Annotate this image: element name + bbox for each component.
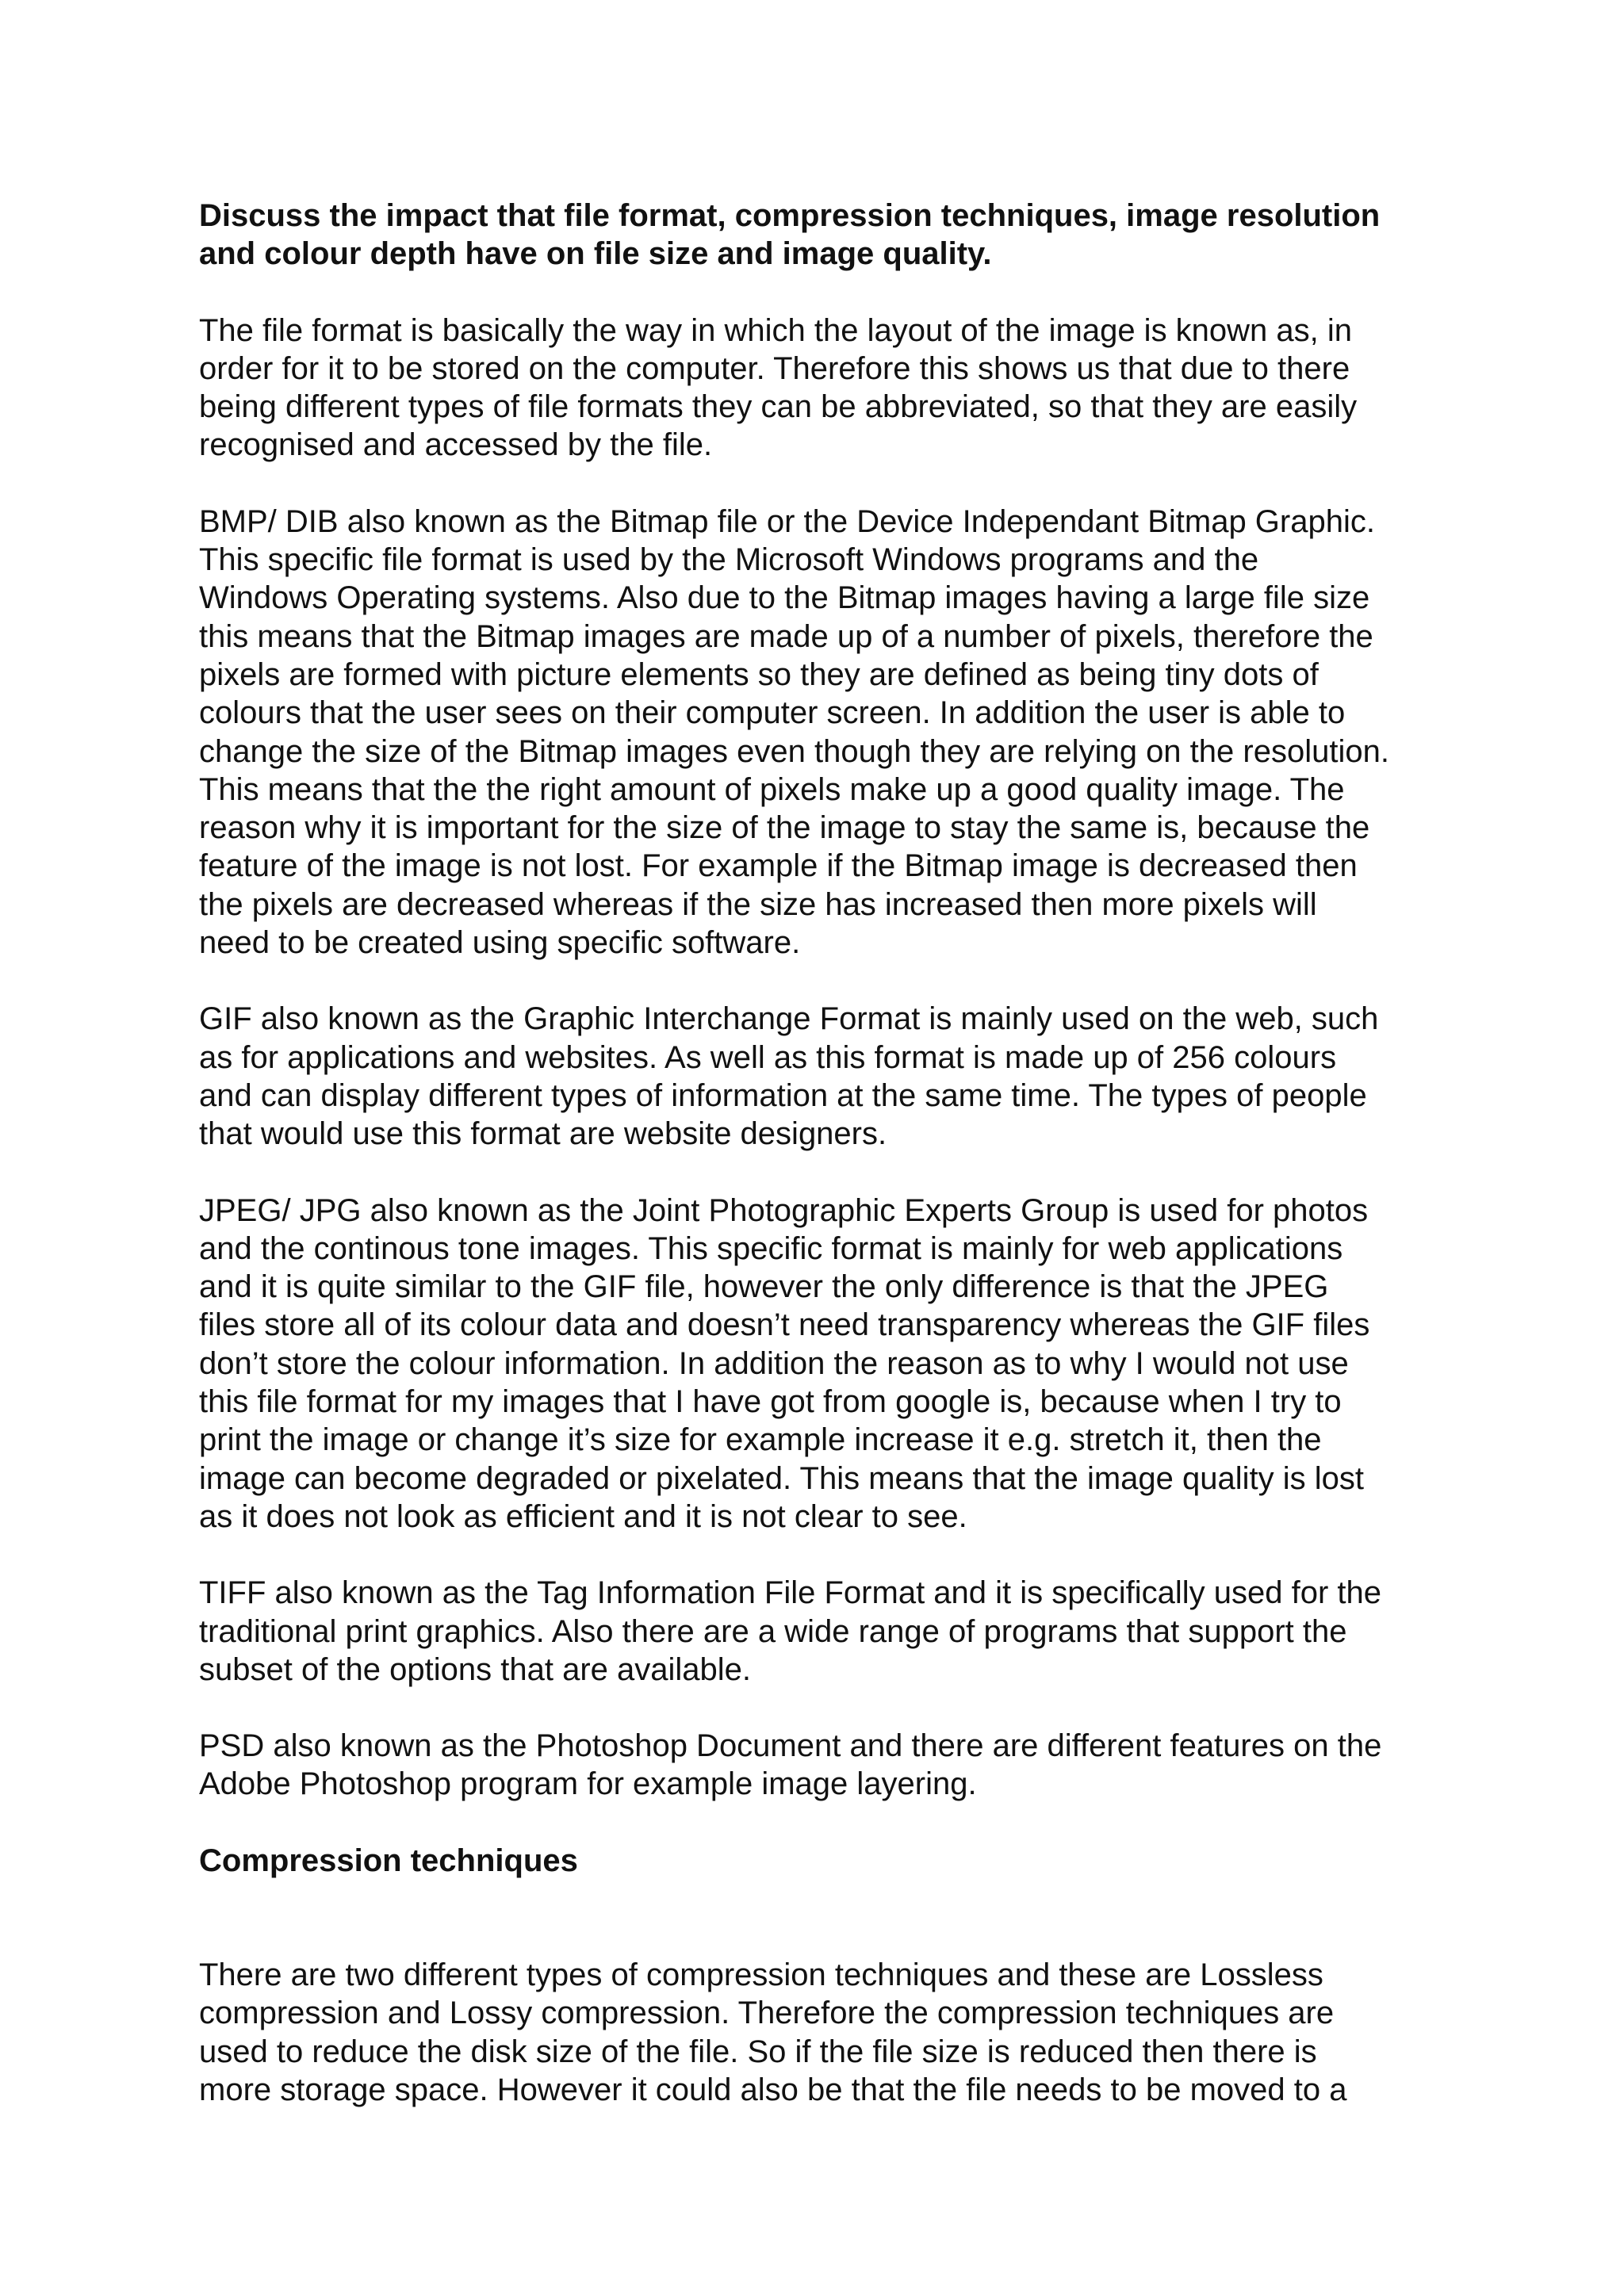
paragraph-line: more storage space. However it could also be that the file needs to be moved to a bbox=[199, 2072, 1347, 2107]
document-title bbox=[199, 197, 1452, 274]
jpeg-paragraph bbox=[199, 1192, 1452, 1536]
paragraph-line: traditional print graphics. Also there are a wide range of programs that support the bbox=[199, 1613, 1347, 1649]
paragraph-line: There are two different types of compression techniques and these are Lossless bbox=[199, 1957, 1323, 1992]
paragraph-line: This specific file format is used by the Microsoft Windows programs and the bbox=[199, 542, 1259, 578]
paragraph-line: need to be created using specific software. bbox=[199, 925, 801, 961]
compression-heading bbox=[199, 1842, 1452, 1880]
paragraph-line: this file format for my images that I have got from google is, because when I try to bbox=[199, 1384, 1342, 1420]
paragraph-line: change the size of the Bitmap images even though they are relying on the resolution. bbox=[199, 733, 1389, 769]
paragraph-line: this means that the Bitmap images are made up of a number of pixels, therefore the bbox=[199, 618, 1373, 654]
paragraph-line: used to reduce the disk size of the file. So if the file size is reduced then there is bbox=[199, 2034, 1317, 2069]
paragraph-line: and it is quite similar to the GIF file, however the only difference is that the JPEG bbox=[199, 1269, 1329, 1305]
paragraph-line: and can display different types of information at the same time. The types of people bbox=[199, 1077, 1367, 1113]
paragraph-line: subset of the options that are available. bbox=[199, 1651, 752, 1687]
tiff-paragraph bbox=[199, 1574, 1452, 1689]
paragraph-line: the pixels are decreased whereas if the size has increased then more pixels will bbox=[199, 886, 1317, 922]
title-line: Discuss the impact that file format, compression techniques, image resolution bbox=[199, 198, 1381, 233]
paragraph-line: GIF also known as the Graphic Interchange Format is mainly used on the web, such bbox=[199, 1001, 1379, 1037]
paragraph-line: order for it to be stored on the computer. Therefore this shows us that due to there bbox=[199, 350, 1350, 386]
paragraph-line: Windows Operating systems. Also due to the Bitmap images having a large file size bbox=[199, 580, 1370, 616]
paragraph-line: compression and Lossy compression. Therefore the compression techniques are bbox=[199, 1996, 1335, 2031]
paragraph-line: BMP/ DIB also known as the Bitmap file or the Device Independant Bitmap Graphic. bbox=[199, 503, 1375, 539]
paragraph-line: Adobe Photoshop program for example image layering. bbox=[199, 1766, 977, 1802]
paragraph-line: The file format is basically the way in which the layout of the image is known as, in bbox=[199, 312, 1353, 348]
paragraph-line: and the continous tone images. This specific format is mainly for web applications bbox=[199, 1230, 1343, 1266]
intro-paragraph bbox=[199, 312, 1452, 465]
paragraph-line: print the image or change it’s size for example increase it e.g. stretch it, then the bbox=[199, 1422, 1322, 1458]
paragraph-line: being different types of file formats they can be abbreviated, so that they are easily bbox=[199, 389, 1358, 425]
bmp-paragraph bbox=[199, 503, 1452, 962]
paragraph-line: pixels are formed with picture elements so they are defined as being tiny dots of bbox=[199, 656, 1319, 692]
paragraph-line: as for applications and websites. As well as this format is made up of 256 colours bbox=[199, 1039, 1337, 1075]
paragraph-line: files store all of its colour data and doesn’t need transparency whereas the GIF files bbox=[199, 1307, 1370, 1343]
paragraph-line: as it does not look as efficient and it is not clear to see. bbox=[199, 1498, 967, 1534]
psd-paragraph bbox=[199, 1727, 1452, 1804]
paragraph-line: image can become degraded or pixelated. This means that the image quality is lost bbox=[199, 1460, 1364, 1496]
paragraph-line: This means that the the right amount of pixels make up a good quality image. The bbox=[199, 771, 1345, 807]
paragraph-line: colours that the user sees on their computer screen. In addition the user is able to bbox=[199, 695, 1346, 731]
paragraph-line: TIFF also known as the Tag Information File Format and it is specifically used for the bbox=[199, 1575, 1382, 1611]
section-heading: Compression techniques bbox=[199, 1843, 578, 1878]
title-line: and colour depth have on file size and image quality. bbox=[199, 236, 992, 272]
paragraph-line: that would use this format are website designers. bbox=[199, 1116, 887, 1152]
gif-paragraph bbox=[199, 1000, 1452, 1153]
paragraph-line: PSD also known as the Photoshop Document and there are different features on the bbox=[199, 1728, 1382, 1764]
paragraph-line: don’t store the colour information. In addition the reason as to why I would not use bbox=[199, 1345, 1349, 1381]
paragraph-line: reason why it is important for the size of the image to stay the same is, because the bbox=[199, 810, 1370, 846]
compression-paragraph bbox=[199, 1956, 1452, 2109]
paragraph-line: feature of the image is not lost. For example if the Bitmap image is decreased then bbox=[199, 848, 1358, 884]
paragraph-line: JPEG/ JPG also known as the Joint Photographic Experts Group is used for photos bbox=[199, 1192, 1369, 1228]
document-body bbox=[199, 197, 1452, 2109]
paragraph-line: recognised and accessed by the file. bbox=[199, 427, 713, 463]
